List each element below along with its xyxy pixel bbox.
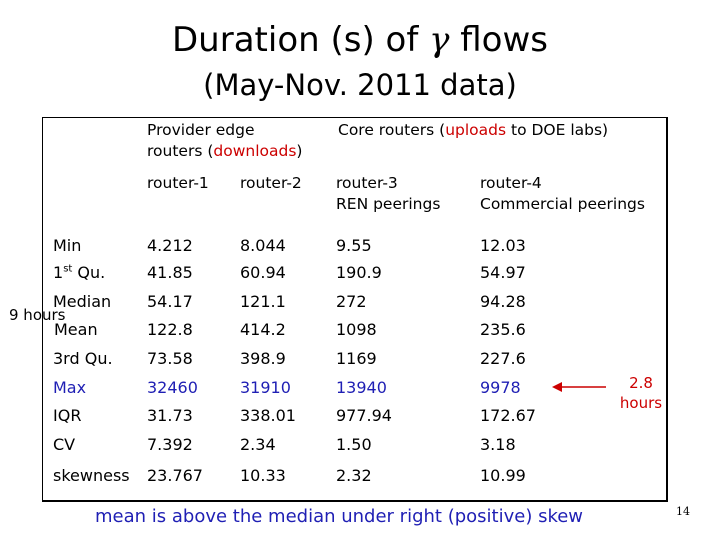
footnote: mean is above the median under right (positive) skew [95, 506, 584, 527]
duration-table [42, 117, 668, 502]
row-label: Min [53, 236, 82, 255]
table-cell: 1169 [336, 349, 377, 368]
table-cell: 235.6 [480, 320, 526, 339]
table-cell: 23.767 [147, 466, 203, 485]
gamma-symbol: γ [429, 20, 450, 60]
col-header-router-4: router-4 Commercial peerings [480, 174, 645, 213]
table-cell: 2.34 [240, 435, 276, 454]
row-label: Mean [54, 320, 98, 339]
table-cell: 122.8 [147, 320, 193, 339]
table-cell: 4.212 [147, 236, 193, 255]
table-cell: 9.55 [336, 236, 372, 255]
table-cell: 10.33 [240, 466, 286, 485]
table-cell: 1.50 [336, 435, 372, 454]
provider-edge-line2: routers (downloads) [147, 142, 303, 160]
core-routers-header: Core routers (uploads to DOE labs) [338, 121, 609, 139]
provider-edge-line1: Provider edge [147, 121, 255, 139]
table-cell: 398.9 [240, 349, 286, 368]
col-header-router-2: router-2 [240, 174, 302, 192]
table-cell: 54.17 [147, 292, 193, 311]
page-number: 14 [676, 505, 690, 518]
arrow-left-icon [552, 380, 608, 394]
table-cell: 190.9 [336, 263, 382, 282]
table-cell: 31.73 [147, 406, 193, 425]
table-cell: 94.28 [480, 292, 526, 311]
table-cell: 10.99 [480, 466, 526, 485]
provider-edge-header [147, 120, 302, 162]
table-cell: 3.18 [480, 435, 516, 454]
table-cell: 9978 [480, 378, 521, 397]
table-cell: 977.94 [336, 406, 392, 425]
table-cell: 54.97 [480, 263, 526, 282]
table-cell: 8.044 [240, 236, 286, 255]
nine-hours-note: 9 hours [9, 306, 66, 324]
row-label: Median [53, 292, 112, 311]
slide-subtitle: (May-Nov. 2011 data) [203, 68, 517, 102]
col-header-router-1: router-1 [147, 174, 209, 192]
table-cell: 172.67 [480, 406, 536, 425]
slide-title [0, 20, 720, 60]
table-cell: 1098 [336, 320, 377, 339]
table-cell: 338.01 [240, 406, 296, 425]
table-cell: 414.2 [240, 320, 286, 339]
row-label: CV [53, 435, 76, 454]
table-cell: 227.6 [480, 349, 526, 368]
col-header-router-3: router-3 REN peerings [336, 174, 441, 213]
title-suffix: flows [449, 20, 548, 60]
uploads-text: uploads [445, 121, 507, 139]
max-ratio-note: 2.8 hours [619, 374, 663, 412]
table-cell: 121.1 [240, 292, 286, 311]
table-cell: 12.03 [480, 236, 526, 255]
downloads-text: downloads [213, 142, 297, 160]
table-cell: 32460 [147, 378, 198, 397]
row-label: IQR [53, 406, 82, 425]
table-cell: 73.58 [147, 349, 193, 368]
title-prefix: Duration (s) of [172, 20, 430, 60]
table-cell: 60.94 [240, 263, 286, 282]
table-cell: 272 [336, 292, 367, 311]
table-cell: 7.392 [147, 435, 193, 454]
table-cell: 13940 [336, 378, 387, 397]
row-label: 1st Qu. [53, 263, 106, 282]
row-label: skewness [53, 466, 130, 485]
table-cell: 2.32 [336, 466, 372, 485]
row-label: 3rd Qu. [53, 349, 113, 368]
table-cell: 41.85 [147, 263, 193, 282]
table-cell: 31910 [240, 378, 291, 397]
row-label: Max [53, 378, 87, 397]
